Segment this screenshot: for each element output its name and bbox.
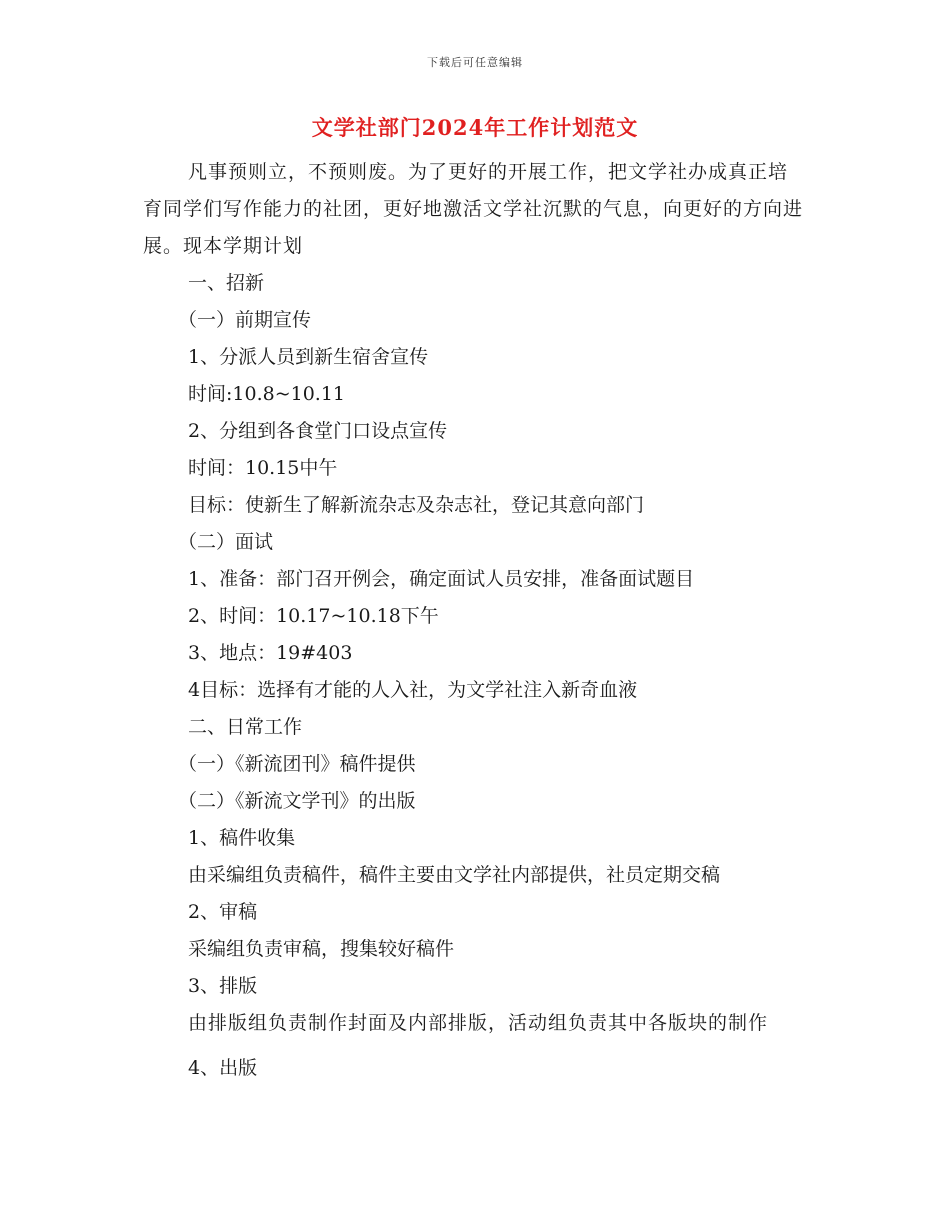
subsection-publicity: （一）前期宣传 [178, 309, 312, 331]
document-body [143, 154, 803, 1087]
intro-paragraph: 凡事预则立，不预则废。为了更好的开展工作，把文学社办成真正培育同学们写作能力的社团，更好地激活文学社沉默的气息，向更好的方向进展。现本学期计划 [143, 161, 804, 257]
item-prepare: 1、准备：部门召开例会，确定面试人员安排，准备面试题目 [188, 568, 695, 590]
item-collect-desc: 由采编组负责稿件，稿件主要由文学社内部提供，社员定期交稿 [188, 864, 721, 886]
document-title: 文学社部门2024年工作计划范文 [311, 115, 639, 140]
item-canteen-publicity: 2、分组到各食堂门口设点宣传 [188, 420, 448, 442]
item-goal-1: 目标：使新生了解新流杂志及杂志社，登记其意向部门 [188, 494, 645, 516]
section-heading-daily-work: 二、日常工作 [188, 716, 303, 738]
item-publish: 4、出版 [188, 1057, 258, 1079]
item-goal-2: 4目标：选择有才能的人入社，为文学社注入新奇血液 [188, 679, 638, 701]
subsection-interview: （二）面试 [178, 531, 274, 553]
item-interview-time: 2、时间：10.17~10.18下午 [188, 605, 439, 627]
item-review-desc: 采编组负责审稿，搜集较好稿件 [188, 938, 455, 960]
subsection-tuan-kan: （一）《新流团刊》稿件提供 [178, 753, 416, 775]
subsection-wenxue-kan: （二）《新流文学刊》的出版 [178, 790, 416, 812]
item-layout: 3、排版 [188, 975, 258, 997]
header-note: 下载后可任意编辑 [427, 56, 523, 69]
item-time-2: 时间：10.15中午 [188, 457, 338, 479]
section-heading-recruit: 一、招新 [188, 272, 265, 294]
item-collect: 1、稿件收集 [188, 827, 296, 849]
item-time-1: 时间:10.8~10.11 [188, 383, 346, 405]
item-review: 2、审稿 [188, 901, 258, 923]
item-dorm-publicity: 1、分派人员到新生宿舍宣传 [188, 346, 429, 368]
layout-paragraph: 由排版组负责制作封面及内部排版，活动组负责其中各版块的制作 [188, 1012, 769, 1034]
item-location: 3、地点：19#403 [188, 642, 353, 664]
